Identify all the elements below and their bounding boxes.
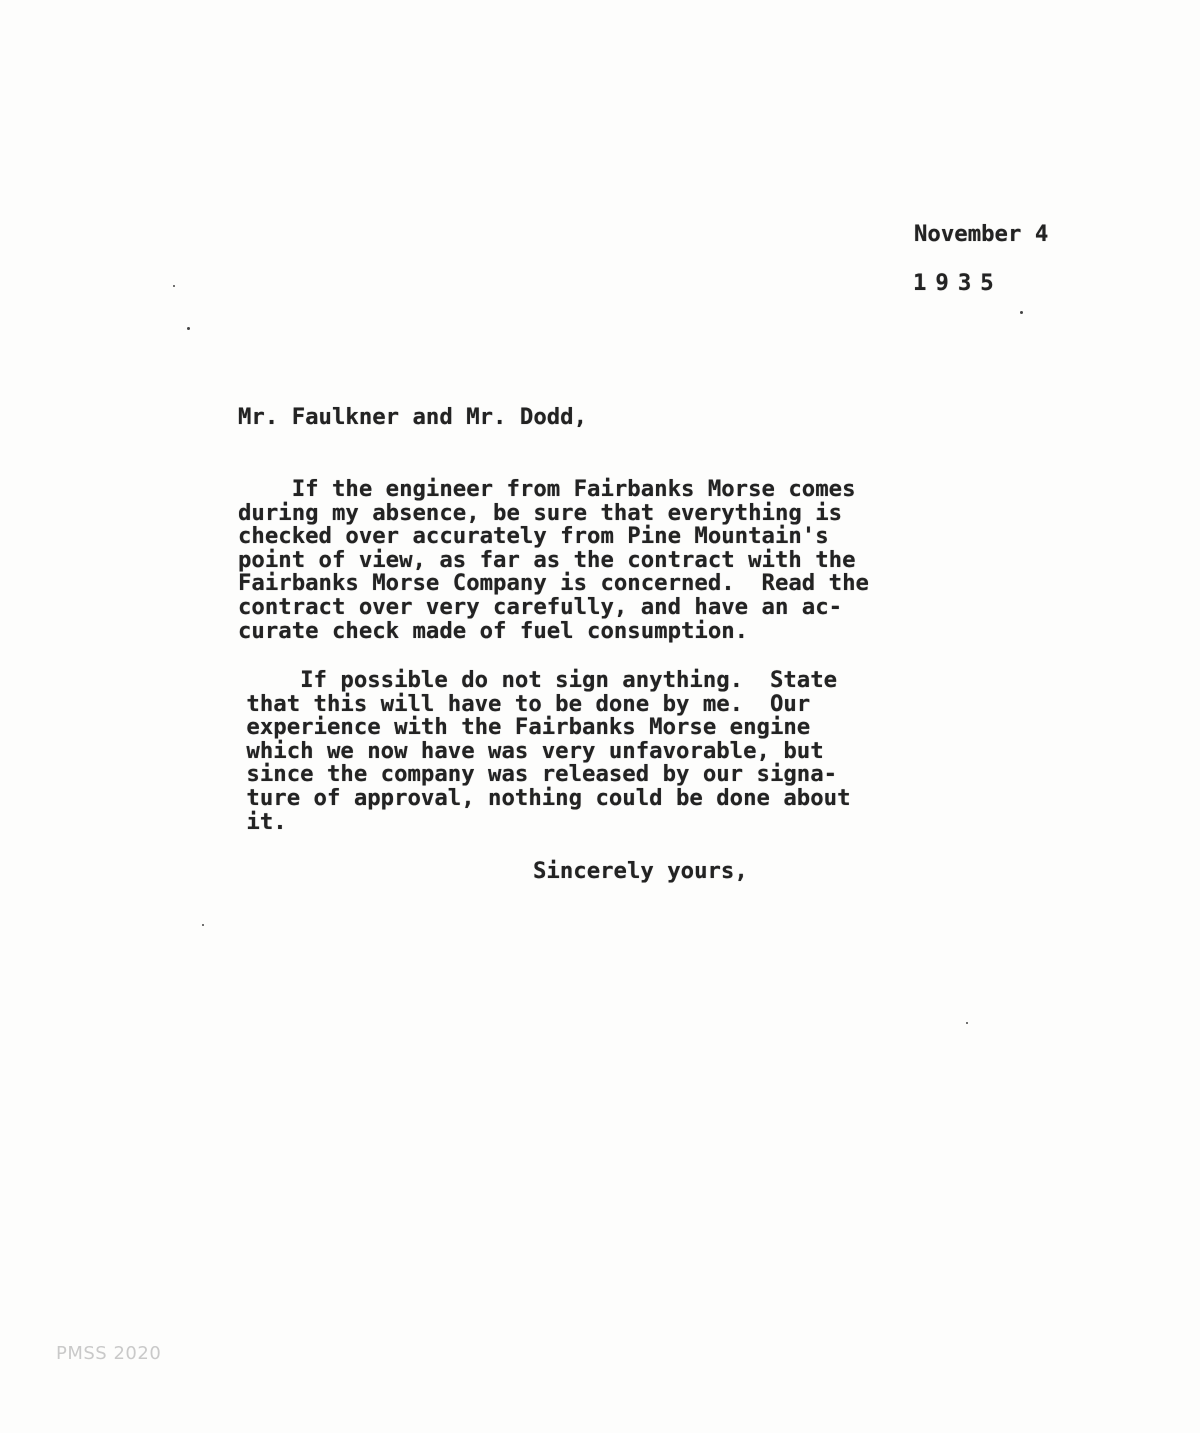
paragraph-line: checked over accurately from Pine Mountain's (238, 523, 829, 550)
paragraph-line: it. (233, 808, 287, 835)
paragraph-line: experience with the Fairbanks Morse engine (233, 714, 811, 741)
archive-watermark: PMSS 2020 (56, 1343, 162, 1364)
paragraph-line: Fairbanks Morse Company is concerned. Read the (238, 570, 869, 597)
paragraph-line: since the company was released by our signa- (233, 761, 838, 788)
paragraph-1 (238, 478, 869, 643)
letter-year: 1935 (913, 270, 1003, 296)
closing: Sincerely yours, (533, 858, 748, 884)
paragraph-2 (233, 669, 851, 834)
salutation: Mr. Faulkner and Mr. Dodd, (238, 404, 588, 430)
paragraph-line: contract over very carefully, and have an ac- (238, 593, 843, 620)
scan-speck (1020, 311, 1023, 314)
paragraph-line: that this will have to be done by me. Our (233, 690, 811, 717)
scan-speck (966, 1022, 968, 1024)
paragraph-line: during my absence, be sure that everything is (238, 499, 843, 526)
scan-speck (202, 924, 204, 926)
scan-speck (173, 285, 175, 287)
paragraph-line: point of view, as far as the contract with the (238, 546, 856, 573)
paragraph-line: which we now have was very unfavorable, but (233, 737, 824, 764)
letter-date: November 4 (914, 221, 1049, 247)
paragraph-line: If possible do not sign anything. State (233, 667, 838, 693)
paragraph-line: If the engineer from Fairbanks Morse comes (238, 476, 856, 502)
scan-speck (187, 327, 190, 330)
paragraph-line: ture of approval, nothing could be done about (233, 784, 851, 811)
paragraph-line: curate check made of fuel consumption. (238, 617, 749, 644)
